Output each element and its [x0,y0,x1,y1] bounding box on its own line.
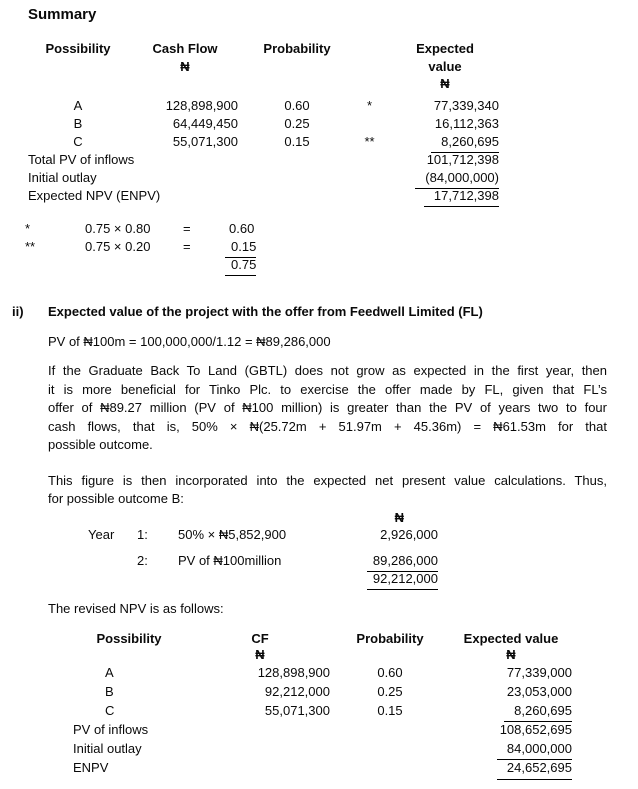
year-row [88,526,440,544]
cell-expected-value: 8,260,695 [387,133,503,153]
section-index: ii) [12,304,24,319]
total-value: 101,712,398 [426,152,499,167]
cell-cf: 92,212,000 [264,683,330,699]
paragraph-line: possible outcome. [48,437,153,452]
year-value: 2,926,000 [380,526,438,542]
header-expected-value: Expected value [463,630,559,646]
footnote-expression: 0.75 × 0.20 [85,239,151,254]
cell-cash-flow: 55,071,300 [172,134,238,149]
cell-cf: 128,898,900 [257,664,330,680]
cell-probability: 0.60 [377,664,403,680]
cell-expected-value: 23,053,000 [506,683,572,699]
table-row [28,97,503,115]
cell-expected-value: 8,260,695 [445,701,577,722]
total-label: Total PV of inflows [28,152,135,167]
total-label: Expected NPV (ENPV) [28,188,161,203]
total-label: ENPV [73,759,109,775]
year-naira-row [88,509,440,526]
cell-probability: 0.15 [377,702,403,718]
total-row [28,187,503,205]
footnote-marker: ** [25,239,36,254]
cell-expected-value: 16,112,363 [434,116,499,131]
year-description: PV of ₦100million [178,552,282,568]
total-value: 108,652,695 [499,721,572,737]
cell-expected-value: 77,339,340 [433,98,499,113]
total-value: 24,652,695 [445,758,577,780]
total-row [28,169,503,187]
total-label: PV of inflows [73,721,149,737]
header-probability: Probability [263,41,331,56]
cell-possibility: C [73,134,83,149]
footnote-result: 0.60 [229,221,255,236]
table-row [28,115,503,133]
total-value: (84,000,000) [387,169,503,189]
footnote-marker: * [25,221,31,236]
footnote-row [25,220,325,238]
cell-probability: 0.25 [284,116,310,131]
cell-probability: 0.15 [284,134,310,149]
cell-probability: 0.60 [284,98,310,113]
footnote-marker: ** [364,134,375,149]
paragraph-1 [48,362,607,455]
year-number: 2: [137,552,148,568]
footnote-row [25,238,325,256]
year-total-row [88,570,440,588]
year-workings-table [88,509,440,588]
total-label: Initial outlay [73,740,142,756]
paragraph-line: offer of ₦89.27 million (PV of ₦100 million) is greater than the PV of years two to four [48,400,607,415]
year-total-value: 92,212,000 [310,570,440,590]
equals-sign: = [183,239,191,254]
naira-symbol: ₦ [394,509,404,525]
summary-table-header-row [28,40,503,58]
footnote-workings [25,220,325,274]
cell-expected-value: 77,339,000 [506,664,572,680]
paragraph-2 [48,472,607,509]
summary-table [28,40,503,205]
paragraph-line: If the Graduate Back To Land (GBTL) does not grow as expected in the first year, then [48,363,607,378]
naira-symbol: ₦ [180,59,190,74]
revised-table-header-row [73,630,577,647]
header-cash-flow: Cash Flow [152,41,218,56]
cell-probability: 0.25 [377,683,403,699]
total-row [73,758,577,778]
table-row [73,682,577,701]
revised-table-naira-row [73,647,577,663]
summary-table-naira-row [28,58,503,75]
footnote-row [25,256,325,274]
paragraph-line: This figure is then incorporated into the expected net present value calculations. Thus, [48,472,607,488]
cell-possibility: A [73,98,83,113]
cell-possibility: A [105,664,114,680]
cell-cash-flow: 64,449,450 [172,116,238,131]
total-row [28,151,503,169]
table-row [73,663,577,682]
footnote-expression: 0.75 × 0.80 [85,221,151,236]
year-row [88,552,440,570]
total-row [73,720,577,739]
table-row [28,133,503,151]
paragraph-line: cash flows, that is, 50% × ₦(25.72m + 51.97m + 45.36m) = ₦61.53m for that [48,418,607,434]
total-value: 84,000,000 [445,739,577,760]
section-heading [12,303,638,321]
cell-cash-flow: 128,898,900 [165,98,238,113]
footnote-marker [352,115,387,133]
paragraph-line: for possible outcome B: [48,491,184,506]
naira-symbol: ₦ [255,646,265,662]
footnote-result: 0.15 [225,238,315,258]
cell-possibility: B [105,683,114,699]
header-possibility: Possibility [45,41,111,56]
header-expected-line2: value [428,59,462,74]
cell-cf: 55,071,300 [264,702,330,718]
section-title: Expected value of the project with the offer from Feedwell Limited (FL) [48,304,483,319]
summary-table-naira-row2 [28,75,503,92]
year-label: Year [88,526,115,542]
total-row [73,739,577,758]
total-value: 17,712,398 [387,187,503,207]
year-value: 89,286,000 [310,552,440,572]
pv-formula-line: PV of ₦100m = 100,000,000/1.12 = ₦89,286,000 [48,334,331,349]
summary-heading: Summary [28,6,97,23]
paragraph-line: it is more beneficial for Tinko Plc. to exercise the offer made by FL, given that FL’s [48,381,607,397]
year-description: 50% × ₦5,852,900 [178,526,287,542]
header-expected-line1: Expected [416,41,474,56]
naira-symbol: ₦ [506,646,516,662]
equals-sign: = [183,221,191,236]
cell-possibility: C [105,702,115,718]
total-label: Initial outlay [28,170,97,185]
footnote-total: 0.75 [225,256,315,276]
cell-possibility: B [73,116,83,131]
header-cf: CF [251,630,269,646]
table-row [73,701,577,720]
naira-symbol: ₦ [440,76,450,91]
revised-npv-intro: The revised NPV is as follows: [48,600,224,616]
footnote-marker: * [366,98,373,113]
header-probability: Probability [356,630,424,646]
header-possibility: Possibility [96,630,162,646]
year-number: 1: [137,526,148,542]
revised-npv-table [73,630,577,778]
